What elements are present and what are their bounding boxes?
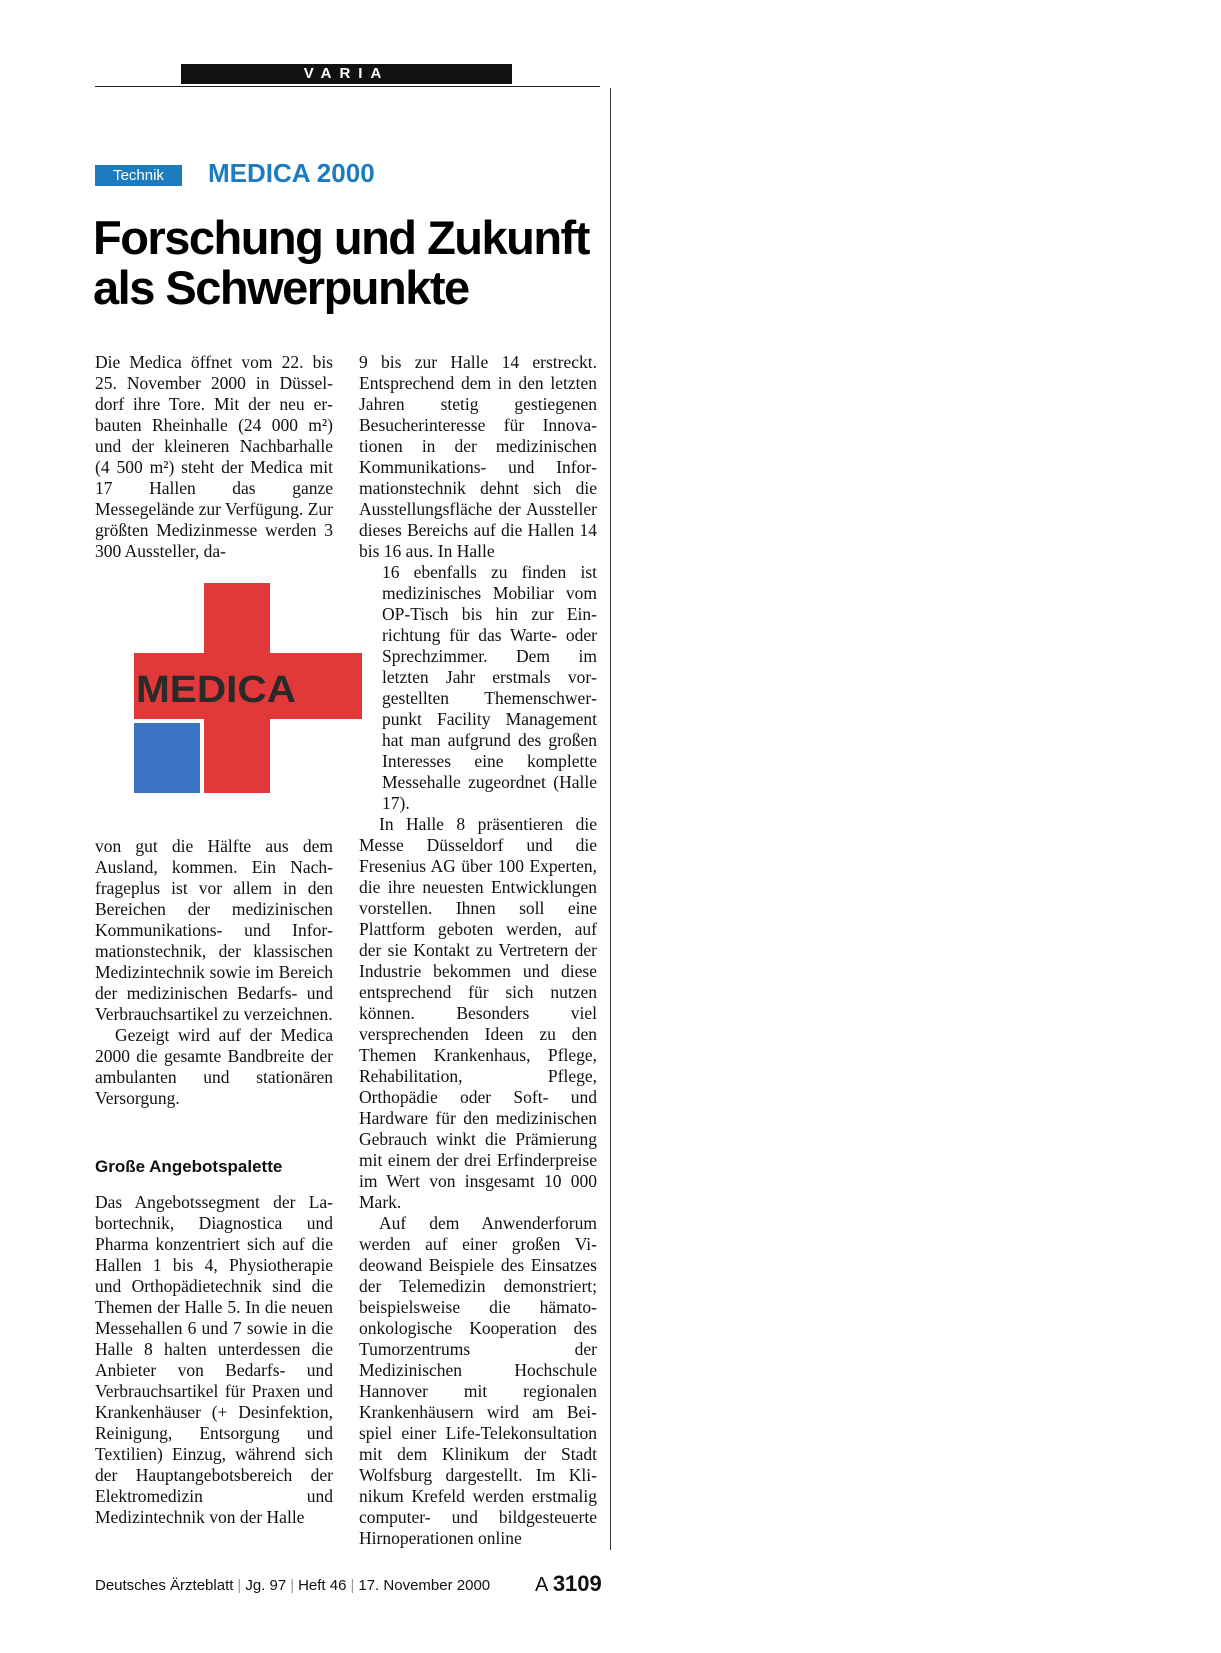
paragraph: 16 ebenfalls zu finden ist medizinisches Mobiliar vom OP-Tisch bis hin zur Einrichtung für das Warte- oder Sprechzimmer. Dem im letzten Jahr erstmals vorgestellten Themenschwerpunkt Facility Management hat man aufgrund des großen Interesses eine komplette Messehalle zugeordnet (Halle 17). (382, 562, 597, 813)
body-column-2-part-3 (359, 814, 597, 1549)
paragraph: 9 bis zur Halle 14 erstreckt. Entsprechend dem in den letzten Jahren stetig gestiegenen Besucherinteresse für Innovationen in der medizinischen Kommunikations- und Informationstechnik dehnt sich die Ausstellungsfläche der Aussteller dieses Bereichs auf die Hallen 14 bis 16 aus. In Halle (359, 352, 597, 561)
body-column-1-part-3 (95, 1192, 333, 1528)
medica-logo (134, 583, 362, 811)
paragraph: In Halle 8 präsentieren die Messe Düsseldorf und die Fresenius AG über 100 Experten, die ihre neuesten Entwicklungen vorstellen. Ihnen soll eine Plattform geboten werden, auf der sie Kontakt zu Vertretern der Industrie bekommen und diese entsprechend für sich nutzen können. Besonders viel versprechenden Ideen zu den Themen Krankenhaus, Pflege, Rehabilitation, Pflege, Orthopädie oder Soft- und Hardware für den medizinischen Gebrauch winkt die Prämierung mit einem der drei Erfinderpreise im Wert von insgesamt 10 000 Mark. (359, 814, 597, 1212)
page-prefix: A (535, 1574, 548, 1596)
logo-text: MEDICA (136, 669, 296, 711)
paragraph: von gut die Hälfte aus dem Ausland, kommen. Ein Nachfrageplus ist vor allem in den Bereichen der medizinischen Kommunikations- und Informationstechnik, der klassischen Medizintechnik sowie im Bereich der medizinischen Bedarfs- und Verbrauchsartikel zu verzeichnen. (95, 836, 333, 1024)
header-rule (95, 86, 600, 87)
paragraph: Das Angebotssegment der Labortechnik, Diagnostica und Pharma konzentriert sich auf die Hallen 1 bis 4, Physiotherapie und Orthopädietechnik sind die Themen der Halle 5. In die neuen Messehallen 6 und 7 sowie in die Halle 8 halten unterdessen die Anbieter von Bedarfs- und Verbrauchsartikel für Praxen und Krankenhäuser (+ Desinfektion, Reinigung, Entsorgung und Textilien) Einzug, während sich der Hauptangebotsbereich der Elektromedizin und Medizintechnik von der Halle (95, 1192, 333, 1527)
article-headline (93, 213, 613, 313)
article-kicker: MEDICA 2000 (208, 158, 375, 188)
footer-separator: | (290, 1577, 295, 1594)
footer-separator: | (237, 1577, 242, 1594)
logo-square (134, 723, 200, 793)
category-badge: Technik (95, 165, 182, 186)
body-column-1-part-2 (95, 836, 333, 1109)
footer-separator: | (350, 1577, 355, 1594)
page-footer (95, 1577, 490, 1594)
section-header: VARIA (181, 64, 512, 84)
journal-name: Deutsches Ärzteblatt (95, 1577, 234, 1594)
paragraph: Die Medica öffnet vom 22. bis 25. November 2000 in Düsseldorf ihre Tore. Mit der neu erbauten Rheinhalle (24 000 m²) und der kleineren Nachbarhalle (4 500 m²) steht der Medica mit 17 Hallen das ganze Messegelände zur Verfügung. Zur größten Medizinmesse werden 3 300 Aussteller, da- (95, 352, 333, 561)
journal-volume: Jg. 97 (245, 1577, 287, 1594)
journal-issue: Heft 46 (298, 1577, 347, 1594)
body-column-2-part-2 (382, 562, 597, 814)
page-number (535, 1571, 602, 1597)
body-column-2-part-1 (359, 352, 597, 562)
subheading: Große Angebotspalette (95, 1157, 283, 1176)
paragraph: Gezeigt wird auf der Medica 2000 die gesamte Bandbreite der ambulanten und stationären Versorgung. (95, 1025, 333, 1108)
issue-date: 17. November 2000 (358, 1577, 491, 1594)
headline-line-1: Forschung und Zukunft (93, 211, 589, 264)
page-number-value: 3109 (552, 1571, 602, 1596)
headline-line-2: als Schwerpunkte (93, 261, 469, 314)
body-column-1-part-1 (95, 352, 333, 562)
paragraph: Auf dem Anwenderforum werden auf einer großen Videowand Beispiele des Einsatzes der Telemedizin demonstriert; beispielsweise die hämato-onkologische Kooperation des Tumorzentrums der Medizinischen Hochschule Hannover mit regionalen Krankenhäusern wird am Beispiel einer Life-Telekonsultation mit dem Klinikum der Stadt Wolfsburg dargestellt. Im Klinikum Krefeld werden erstmalig computer- und bildgesteuerte Hirnoperationen online (359, 1213, 597, 1548)
